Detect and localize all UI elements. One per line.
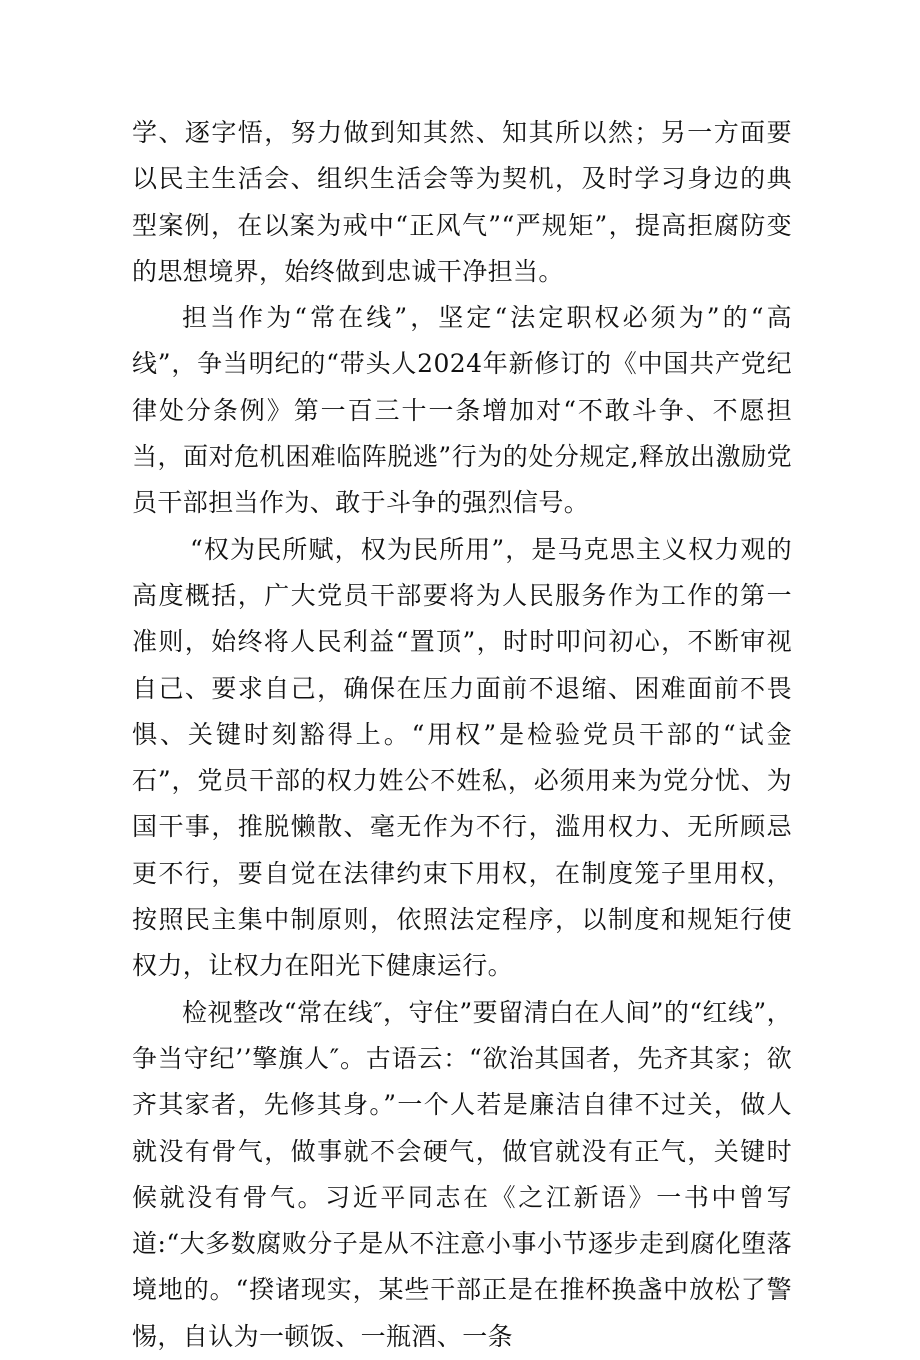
paragraph-3: “权为民所赋，权为民所用”，是马克思主义权力观的高度概括，广大党员干部要将为人民服务作为工作的第一准则，始终将人民利益“置顶”，时时叩问初心，不断审视自己、要求自己，确保在压力面前不退缩、困难面前不畏惧、关键时刻豁得上。“用权”是检验党员干部的“试金石”，党员干部的权力姓公不姓私，必须用来为党分忧、为国干事，推脱懒散、毫无作为不行，滥用权力、无所顾忌更不行，要自觉在法律约束下用权，在制度笼子里用权，按照民主集中制原则，依照法定程序，以制度和规矩行使权力，让权力在阳光下健康运行。 bbox=[132, 534, 792, 981]
paragraph-4: 检视整改“常在线″，守住”要留清白在人间”的“红线”，争当守纪’’擎旗人″。古语云：“欲治其国者，先齐其家；欲齐其家者，先修其身。”一个人若是廉洁自律不过关，做人就没有骨气，做事就不会硬气，做官就没有正气，关键时候就没有骨气。习近平同志在《之江新语》一书中曾写道:“大多数腐败分子是从不注意小事小节逐步走到腐化堕落境地的。“揆诸现实，某些干部正是在推杯换盏中放松了警惕，自认为一顿饭、一瓶酒、一条 bbox=[132, 997, 792, 1351]
body-text bbox=[132, 110, 792, 1360]
paragraph-2: 担当作为“常在线”，坚定“法定职权必须为”的“高线”，争当明纪的“带头人2024年新修订的《中国共产党纪律处分条例》第一百三十一条增加对“不敢斗争、不愿担当，面对危机困难临阵脱逃”行为的处分规定,释放出激励党员干部担当作为、敢于斗争的强烈信号。 bbox=[132, 303, 792, 518]
paragraph-1: 学、逐字悟，努力做到知其然、知其所以然；另一方面要以民主生活会、组织生活会等为契机，及时学习身边的典型案例，在以案为戒中“正风气”“严规矩”，提高拒腐防变的思想境界，始终做到忠诚干净担当。 bbox=[132, 118, 792, 286]
